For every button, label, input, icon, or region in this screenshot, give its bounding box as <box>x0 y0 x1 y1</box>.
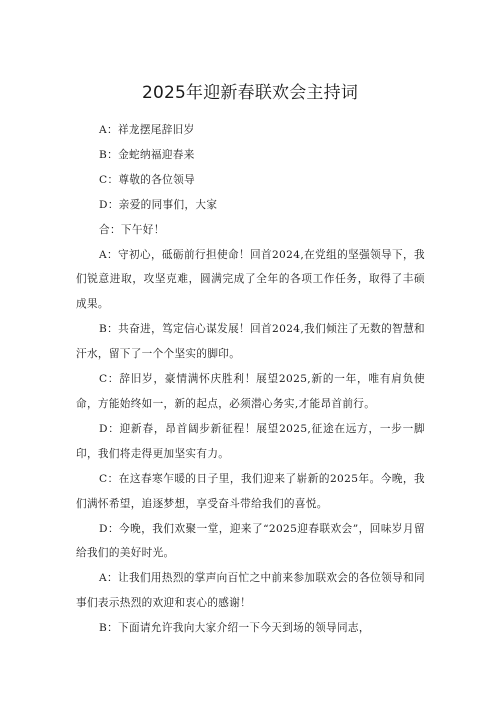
page-title: 2025年迎新春联欢会主持词 <box>141 83 359 103</box>
paragraph-host-c-greeting: C：尊敬的各位领导 <box>99 173 196 186</box>
paragraph-together-greeting: 合：下午好！ <box>99 223 165 236</box>
paragraph-host-a-greeting: A：祥龙摆尾辞旧岁 <box>99 124 195 136</box>
paragraph-host-a-welcome: A：让我们用热烈的掌声向百忙之中前来参加联欢会的各位领导和同事们表示热烈的欢迎和衷心的感谢！ <box>76 572 425 610</box>
paragraph-host-b-greeting: B：金蛇纳福迎春来 <box>99 148 195 161</box>
paragraph-host-d-tonight: D：今晚，我们欢聚一堂，迎来了“2025迎春联欢会”，回味岁月留给我们的美好时光。 <box>76 522 425 560</box>
paragraph-host-c-tonight: C：在这春寒乍暖的日子里，我们迎来了崭新的2025年。今晚，我们满怀希望，追逐梦想，享受奋斗带给我们的喜悦。 <box>76 472 425 510</box>
paragraph-host-a-2024: A：守初心，砥砺前行担使命！回首2024,在党组的坚强领导下，我们锐意进取，攻坚克难，圆满完成了全年的各项工作任务，取得了丰硕成果。 <box>76 248 425 311</box>
paragraph-host-b-2024: B：共奋进，笃定信心谋发展！回首2024,我们倾注了无数的智慧和汗水，留下了一个个坚实的脚印。 <box>76 323 425 361</box>
document-body <box>76 118 425 641</box>
paragraph-host-c-2025: C：辞旧岁，豪情满怀庆胜利！展望2025,新的一年，唯有肩负使命，方能始终如一，新的起点，必须潜心务实,才能昂首前行。 <box>76 373 425 410</box>
paragraph-host-d-2025: D：迎新春，昂首阔步新征程！展望2025,征途在远方，一步一脚印，我们将走得更加坚实有力。 <box>76 422 425 460</box>
paragraph-host-d-greeting: D：亲爱的同事们，大家 <box>99 198 218 211</box>
paragraph-host-b-introduction: B：下面请允许我向大家介绍一下今天到场的领导同志， <box>99 622 370 635</box>
